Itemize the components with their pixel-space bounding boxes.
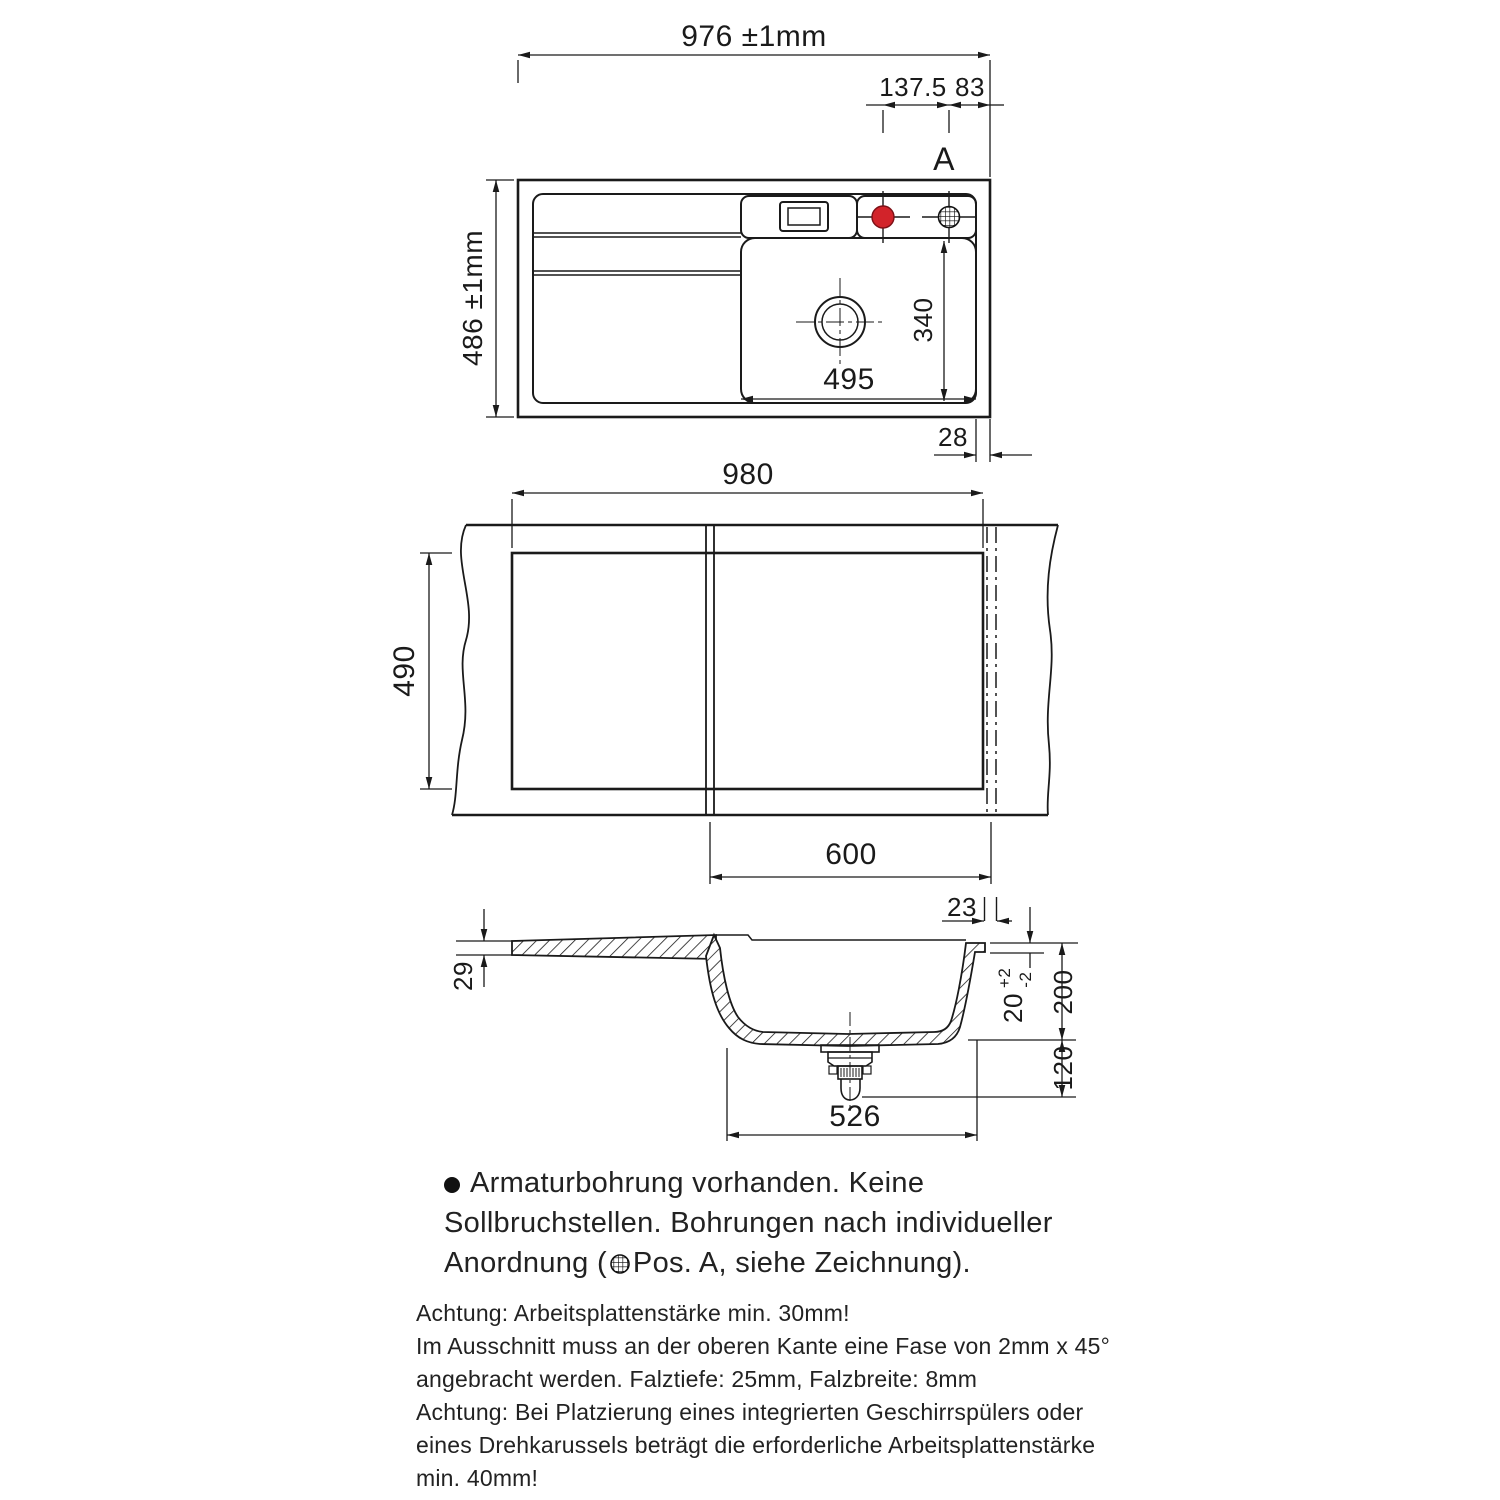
- dim-label: 23: [947, 892, 977, 922]
- pos-a-crosshatch-icon: [939, 207, 960, 228]
- dim-cabinet-width: [710, 822, 991, 884]
- warning-line: min. 40mm!: [416, 1465, 539, 1491]
- dim-rim-height: [448, 909, 522, 991]
- drain-outlet: [796, 278, 884, 366]
- pos-a-crosshatch-icon: [609, 1253, 631, 1275]
- dim-label: 526: [829, 1100, 881, 1133]
- top-view: [457, 20, 1032, 462]
- warning-line: Im Ausschnitt muss an der oberen Kante eine Fase von 2mm x 45°: [416, 1333, 1111, 1359]
- warning-line: Achtung: Arbeitsplattenstärke min. 30mm!: [416, 1300, 850, 1326]
- bowl-back-rim-line: [716, 935, 966, 940]
- dim-label: 200: [1048, 969, 1078, 1015]
- note-faucet-hole: [444, 1163, 1164, 1283]
- dim-label: 976 ±1mm: [681, 20, 827, 53]
- dim-label: 28: [938, 422, 968, 452]
- dim-drain-height: [1048, 1040, 1078, 1097]
- dim-label: 29: [448, 961, 478, 991]
- pos-a-label: A: [933, 141, 955, 177]
- cutout-view: [388, 458, 1058, 922]
- dim-mount-depth: [995, 907, 1035, 1023]
- warning-line: Achtung: Bei Platzierung eines integrierten Geschirrspülers oder: [416, 1399, 1084, 1425]
- dim-bowl-bottom-width: [727, 1040, 977, 1141]
- bowl-section: [706, 935, 985, 1046]
- dim-label: 120: [1048, 1045, 1078, 1091]
- faucet-hole-red-icon: [872, 206, 894, 228]
- note-text: Sollbruchstellen. Bohrungen nach individueller: [444, 1207, 1053, 1239]
- note-line: [444, 1203, 1164, 1243]
- dim-bowl-length: [908, 241, 944, 401]
- dim-label: 486 ±1mm: [457, 229, 488, 367]
- faucet-hole-marker: [856, 191, 910, 243]
- dim-cutout-width: [512, 458, 983, 548]
- dim-label: $20^{+2}$ -2: [995, 967, 1035, 1023]
- note-text: Anordnung (: [444, 1247, 607, 1279]
- pos-a-hole-marker: [922, 191, 976, 243]
- cutout-outline: [512, 553, 983, 789]
- note-warnings: [416, 1297, 1176, 1495]
- note-line: [444, 1243, 1164, 1283]
- dim-label: 495: [823, 363, 875, 396]
- drain-assembly: [821, 1012, 879, 1108]
- bullet-icon: [444, 1177, 460, 1193]
- dim-label: 83: [955, 72, 985, 102]
- dim-cutout-depth: [388, 553, 452, 789]
- drainboard-section: [512, 935, 716, 959]
- sink-edge-reference-line: [987, 527, 996, 813]
- dim-top-depth: [457, 180, 514, 417]
- note-line: [444, 1163, 1164, 1203]
- cabinet-divider-line: [706, 525, 714, 815]
- worktop-break-line-right: [1048, 525, 1058, 815]
- dim-overhang: [942, 892, 1012, 922]
- dim-label: 980: [722, 458, 774, 491]
- dim-label: 490: [388, 645, 421, 697]
- drainboard-grooves: [534, 233, 741, 275]
- dim-rim-right: [934, 419, 1032, 462]
- dim-bowl-depth: [1048, 943, 1078, 1040]
- dim-bowl-width: [741, 363, 976, 399]
- warning-line: angebracht werden. Falztiefe: 25mm, Falzbreite: 8mm: [416, 1366, 978, 1392]
- note-text: Pos. A, siehe Zeichnung).: [632, 1247, 971, 1279]
- overflow-window: [780, 202, 828, 231]
- section-view: [448, 907, 1078, 1141]
- dim-label: 340: [908, 297, 938, 343]
- dim-hole-positions: [866, 72, 1004, 133]
- worktop-break-line-left: [452, 525, 469, 815]
- warning-line: eines Drehkarussels beträgt die erforderliche Arbeitsplattenstärke: [416, 1432, 1096, 1458]
- dim-label: 137.5: [879, 72, 947, 102]
- dim-label: 600: [825, 838, 877, 871]
- note-text: Armaturbohrung vorhanden. Keine: [470, 1167, 925, 1199]
